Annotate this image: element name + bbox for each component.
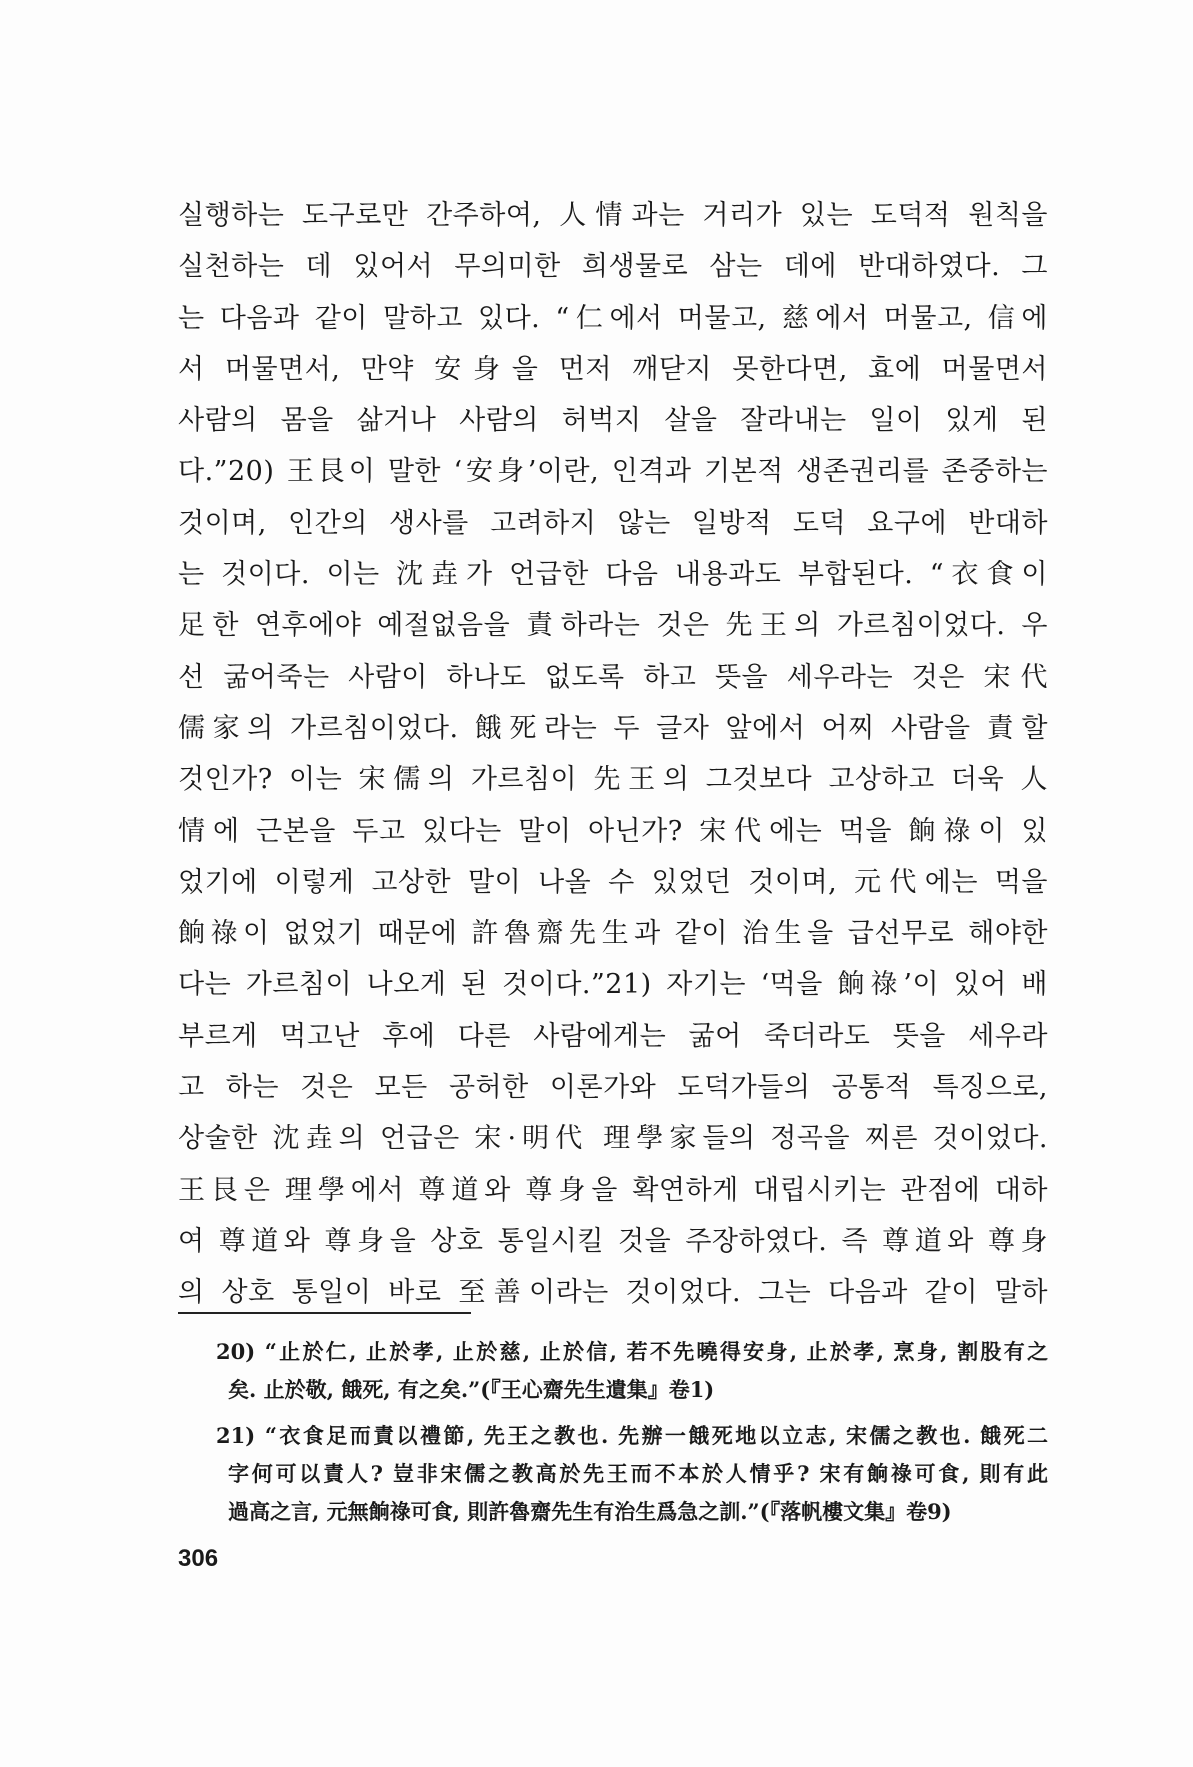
footnote-text: “止於仁, 止於孝, 止於慈, 止於信, 若不先曉得安身, 止於孝, 烹身, 割股有之 xyxy=(264,1339,1048,1364)
body-line: 儒家의 가르침이었다. 餓死라는 두 글자 앞에서 어찌 사람을 責할 xyxy=(178,712,1048,744)
body-line: 것인가? 이는 宋儒의 가르침이 先王의 그것보다 고상하고 더욱 人 xyxy=(178,764,1048,796)
body-line: 는 다음과 같이 말하고 있다. “仁에서 머물고, 慈에서 머물고, 信에 xyxy=(178,302,1048,334)
footnote-21 xyxy=(216,1417,1048,1531)
footnote-line xyxy=(216,1333,1048,1371)
footnotes xyxy=(216,1333,1048,1539)
body-line: 의 상호 통일이 바로 至善이라는 것이었다. 그는 다음과 같이 말하 xyxy=(178,1277,1048,1309)
body-line: 다는 가르침이 나오게 된 것이다.”21) 자기는 ‘먹을 餉祿’이 있어 배 xyxy=(178,969,1048,1001)
footnote-line: 過高之言, 元無餉祿可食, 則許魯齋先生有治生爲急之訓.”(『落帆樓文集』卷9) xyxy=(228,1499,952,1524)
footnote-number: 21) xyxy=(216,1423,256,1448)
body-line: 것이며, 인간의 생사를 고려하지 않는 일방적 도덕 요구에 반대하 xyxy=(178,507,1048,539)
footnote-separator xyxy=(178,1312,471,1314)
body-line: 情에 근본을 두고 있다는 말이 아닌가? 宋代에는 먹을 餉祿이 있 xyxy=(178,815,1048,847)
body-line: 다.”20) 王艮이 말한 ‘安身’이란, 인격과 기본적 생존권리를 존중하는 xyxy=(178,456,1048,488)
body-line: 실천하는 데 있어서 무의미한 희생물로 삼는 데에 반대하였다. 그 xyxy=(178,251,1048,283)
body-line: 고 하는 것은 모든 공허한 이론가와 도덕가들의 공통적 특징으로, xyxy=(178,1072,1048,1104)
body-line: 부르게 먹고난 후에 다른 사람에게는 굶어 죽더라도 뜻을 세우라 xyxy=(178,1020,1048,1052)
footnote-20 xyxy=(216,1333,1048,1409)
footnote-number: 20) xyxy=(216,1339,256,1364)
footnote-text: “衣食足而責以禮節, 先王之教也. 先辦一餓死地以立志, 宋儒之教也. 餓死二 xyxy=(264,1423,1048,1448)
body-line: 足한 연후에야 예절없음을 責하라는 것은 先王의 가르침이었다. 우 xyxy=(178,610,1048,642)
body-line: 실행하는 도구로만 간주하여, 人情과는 거리가 있는 도덕적 원칙을 xyxy=(178,200,1048,231)
page-number: 306 xyxy=(178,1545,219,1572)
body-line: 餉祿이 없었기 때문에 許魯齋先生과 같이 治生을 급선무로 해야한 xyxy=(178,918,1048,950)
footnote-line xyxy=(216,1417,1048,1455)
body-line: 는 것이다. 이는 沈垚가 언급한 다음 내용과도 부합된다. “衣食이 xyxy=(178,559,1048,591)
footnote-line: 字何可以責人? 豈非宋儒之教高於先王而不本於人情乎? 宋有餉祿可食, 則有此 xyxy=(228,1461,1048,1486)
body-line: 선 굶어죽는 사람이 하나도 없도록 하고 뜻을 세우라는 것은 宋代 xyxy=(178,661,1048,693)
body-text xyxy=(178,190,1048,1319)
body-line: 王艮은 理學에서 尊道와 尊身을 확연하게 대립시키는 관점에 대하 xyxy=(178,1174,1048,1206)
body-line: 었기에 이렇게 고상한 말이 나올 수 있었던 것이며, 元代에는 먹을 xyxy=(178,866,1048,898)
body-line: 사람의 몸을 삶거나 사람의 허벅지 살을 잘라내는 일이 있게 된 xyxy=(178,405,1048,437)
body-line: 서 머물면서, 만약 安身을 먼저 깨닫지 못한다면, 효에 머물면서 xyxy=(178,353,1048,385)
body-line: 여 尊道와 尊身을 상호 통일시킬 것을 주장하였다. 즉 尊道와 尊身 xyxy=(178,1225,1048,1257)
footnote-line: 矣. 止於敬, 餓死, 有之矣.”(『王心齋先生遺集』卷1) xyxy=(228,1377,715,1402)
body-line: 상술한 沈垚의 언급은 宋·明代 理學家들의 정곡을 찌른 것이었다. xyxy=(178,1123,1048,1155)
